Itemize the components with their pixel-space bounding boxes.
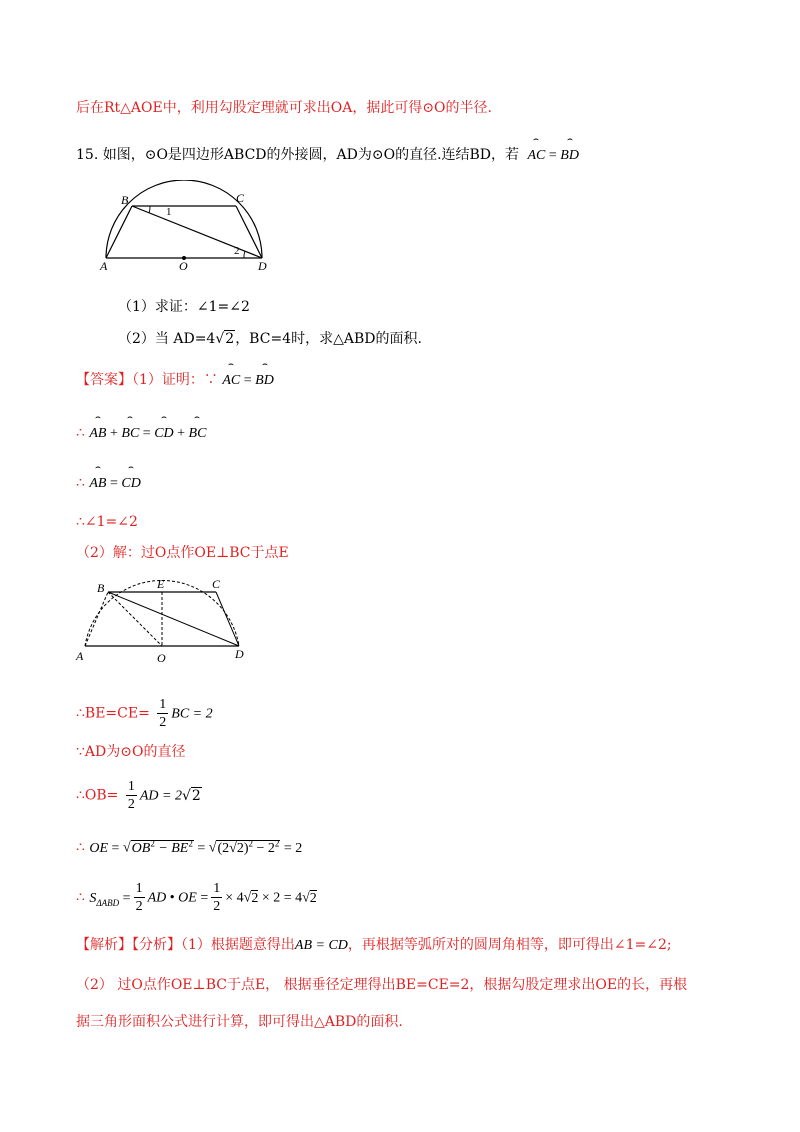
answer-line-7: ∵AD为⊙O的直径: [76, 744, 186, 760]
analysis-suffix: ，再根据等弧所对的圆周角相等，即可得出∠1=∠2;: [347, 937, 672, 953]
figure-quadrilateral: [96, 180, 271, 270]
label-b: B: [121, 193, 129, 207]
angle-1-mark: [149, 206, 150, 213]
intro-line: 后在Rt△AOE中，利用勾股定理就可求出OA，据此可得⊙O的半径.: [76, 100, 492, 116]
diagonal-bd: [132, 206, 262, 258]
arc-ab: ⌢ AB: [89, 424, 106, 444]
oe-prefix: ∴: [76, 839, 85, 856]
label-c: C: [236, 191, 245, 205]
equals-sign: =: [548, 148, 557, 163]
label-d: D: [258, 259, 267, 270]
answer-line-2: ∴ ⌢ AB + ⌢ BC = ⌢ CD + ⌢ BC: [76, 423, 206, 444]
answer-line-1: 【答案】（1）证明：∵ ⌢ AC = ⌢ BD: [76, 370, 274, 391]
answer-line-10: ∴ $S_{\Delta ABD}$ = $\frac{1}{2}$ AD • OE = $\frac{1}{2}$ × 4√2 × 2 = 4√2: [76, 881, 317, 914]
answer-tag: 【答案】（1）证明：∵: [76, 372, 218, 388]
question-2-suffix: ，BC=4时，求△ABD的面积.: [235, 331, 422, 347]
question-2: [118, 329, 422, 349]
area-prefix: ∴: [76, 889, 85, 906]
problem-statement: [76, 145, 579, 166]
problem-text: 如图，⊙O是四边形ABCD的外接圆，AD为⊙O的直径.连结BD，若: [102, 147, 520, 163]
analysis-line-3: 据三角形面积公式进行计算，即可得出△ABD的面积.: [76, 1014, 403, 1030]
label-d-2: D: [235, 647, 244, 661]
label-b-2: B: [97, 581, 105, 595]
fraction-half: $\frac{1}{2}$: [159, 697, 167, 730]
analysis-prefix: 【解析】【分析】（1）根据题意得出: [76, 937, 295, 953]
be-ce-expr: BC = 2: [171, 706, 213, 722]
answer-line-6: [76, 696, 213, 731]
segment-ob: [108, 592, 162, 646]
ob-prefix: ∴OB=: [76, 787, 119, 804]
answer-line-4: ∴∠1=∠2: [76, 514, 138, 530]
chord-ab-2: [85, 592, 108, 646]
answer-line-3: ∴ ⌢ AB = ⌢ CD: [76, 473, 141, 494]
sqrt-2-ob: √2: [181, 787, 201, 804]
label-c-2: C: [212, 577, 221, 591]
analysis-line-2: （2） 过O点作OE⊥BC于点E， 根据垂径定理得出BE=CE=2，根据勾股定理求出OE的长，再根: [76, 977, 688, 993]
answer-line-9: [76, 833, 302, 859]
question-1: （1）求证：∠1=∠2: [118, 299, 250, 315]
answer-line-5: （2）解：过O点作OE⊥BC于点E: [76, 545, 289, 561]
area-expression: $S_{\Delta ABD}$ =: [89, 890, 131, 908]
arc-bd-answer: ⌢ BD: [255, 371, 274, 391]
angle-2-mark: [244, 251, 245, 258]
fraction-half-2: $\frac{1}{2}$: [127, 779, 135, 812]
label-o: O: [179, 259, 188, 270]
label-angle-1: 1: [166, 206, 172, 218]
ob-expr: AD = 2: [139, 788, 182, 804]
be-ce-prefix: ∴BE=CE=: [76, 705, 150, 722]
analysis-line-1: [76, 935, 672, 956]
therefore-symbol: ∴: [76, 425, 85, 441]
label-a-2: A: [76, 649, 84, 663]
question-2-prefix: （2）当 AD=4: [118, 331, 216, 347]
arc-cd-eq: ⌢ CD: [121, 474, 140, 494]
arc-bc: ⌢ BC: [121, 424, 139, 444]
analysis-math: AB = CD: [294, 938, 348, 953]
figure-perpendicular: [72, 572, 252, 664]
label-o-2: O: [157, 651, 166, 664]
oe-expression: OE = $√OB^2 - BE^2 = √(2√2)^2 - 2^2 = 2$: [89, 838, 303, 856]
arc-ac: ⌢ AC: [527, 146, 545, 166]
arc-ab-eq: ⌢ AB: [89, 474, 106, 494]
arc-cd: ⌢ CD: [154, 424, 173, 444]
arc-ac-answer: ⌢ AC: [222, 371, 240, 391]
problem-number: 15.: [76, 147, 99, 163]
label-a: A: [100, 259, 108, 270]
sqrt-2: √2: [215, 331, 235, 347]
arc-bd: ⌢ BD: [560, 146, 579, 166]
arc-bc-2: ⌢ BC: [189, 424, 207, 444]
label-e: E: [157, 577, 165, 591]
answer-line-8: [76, 778, 202, 813]
label-angle-2: 2: [234, 245, 240, 257]
